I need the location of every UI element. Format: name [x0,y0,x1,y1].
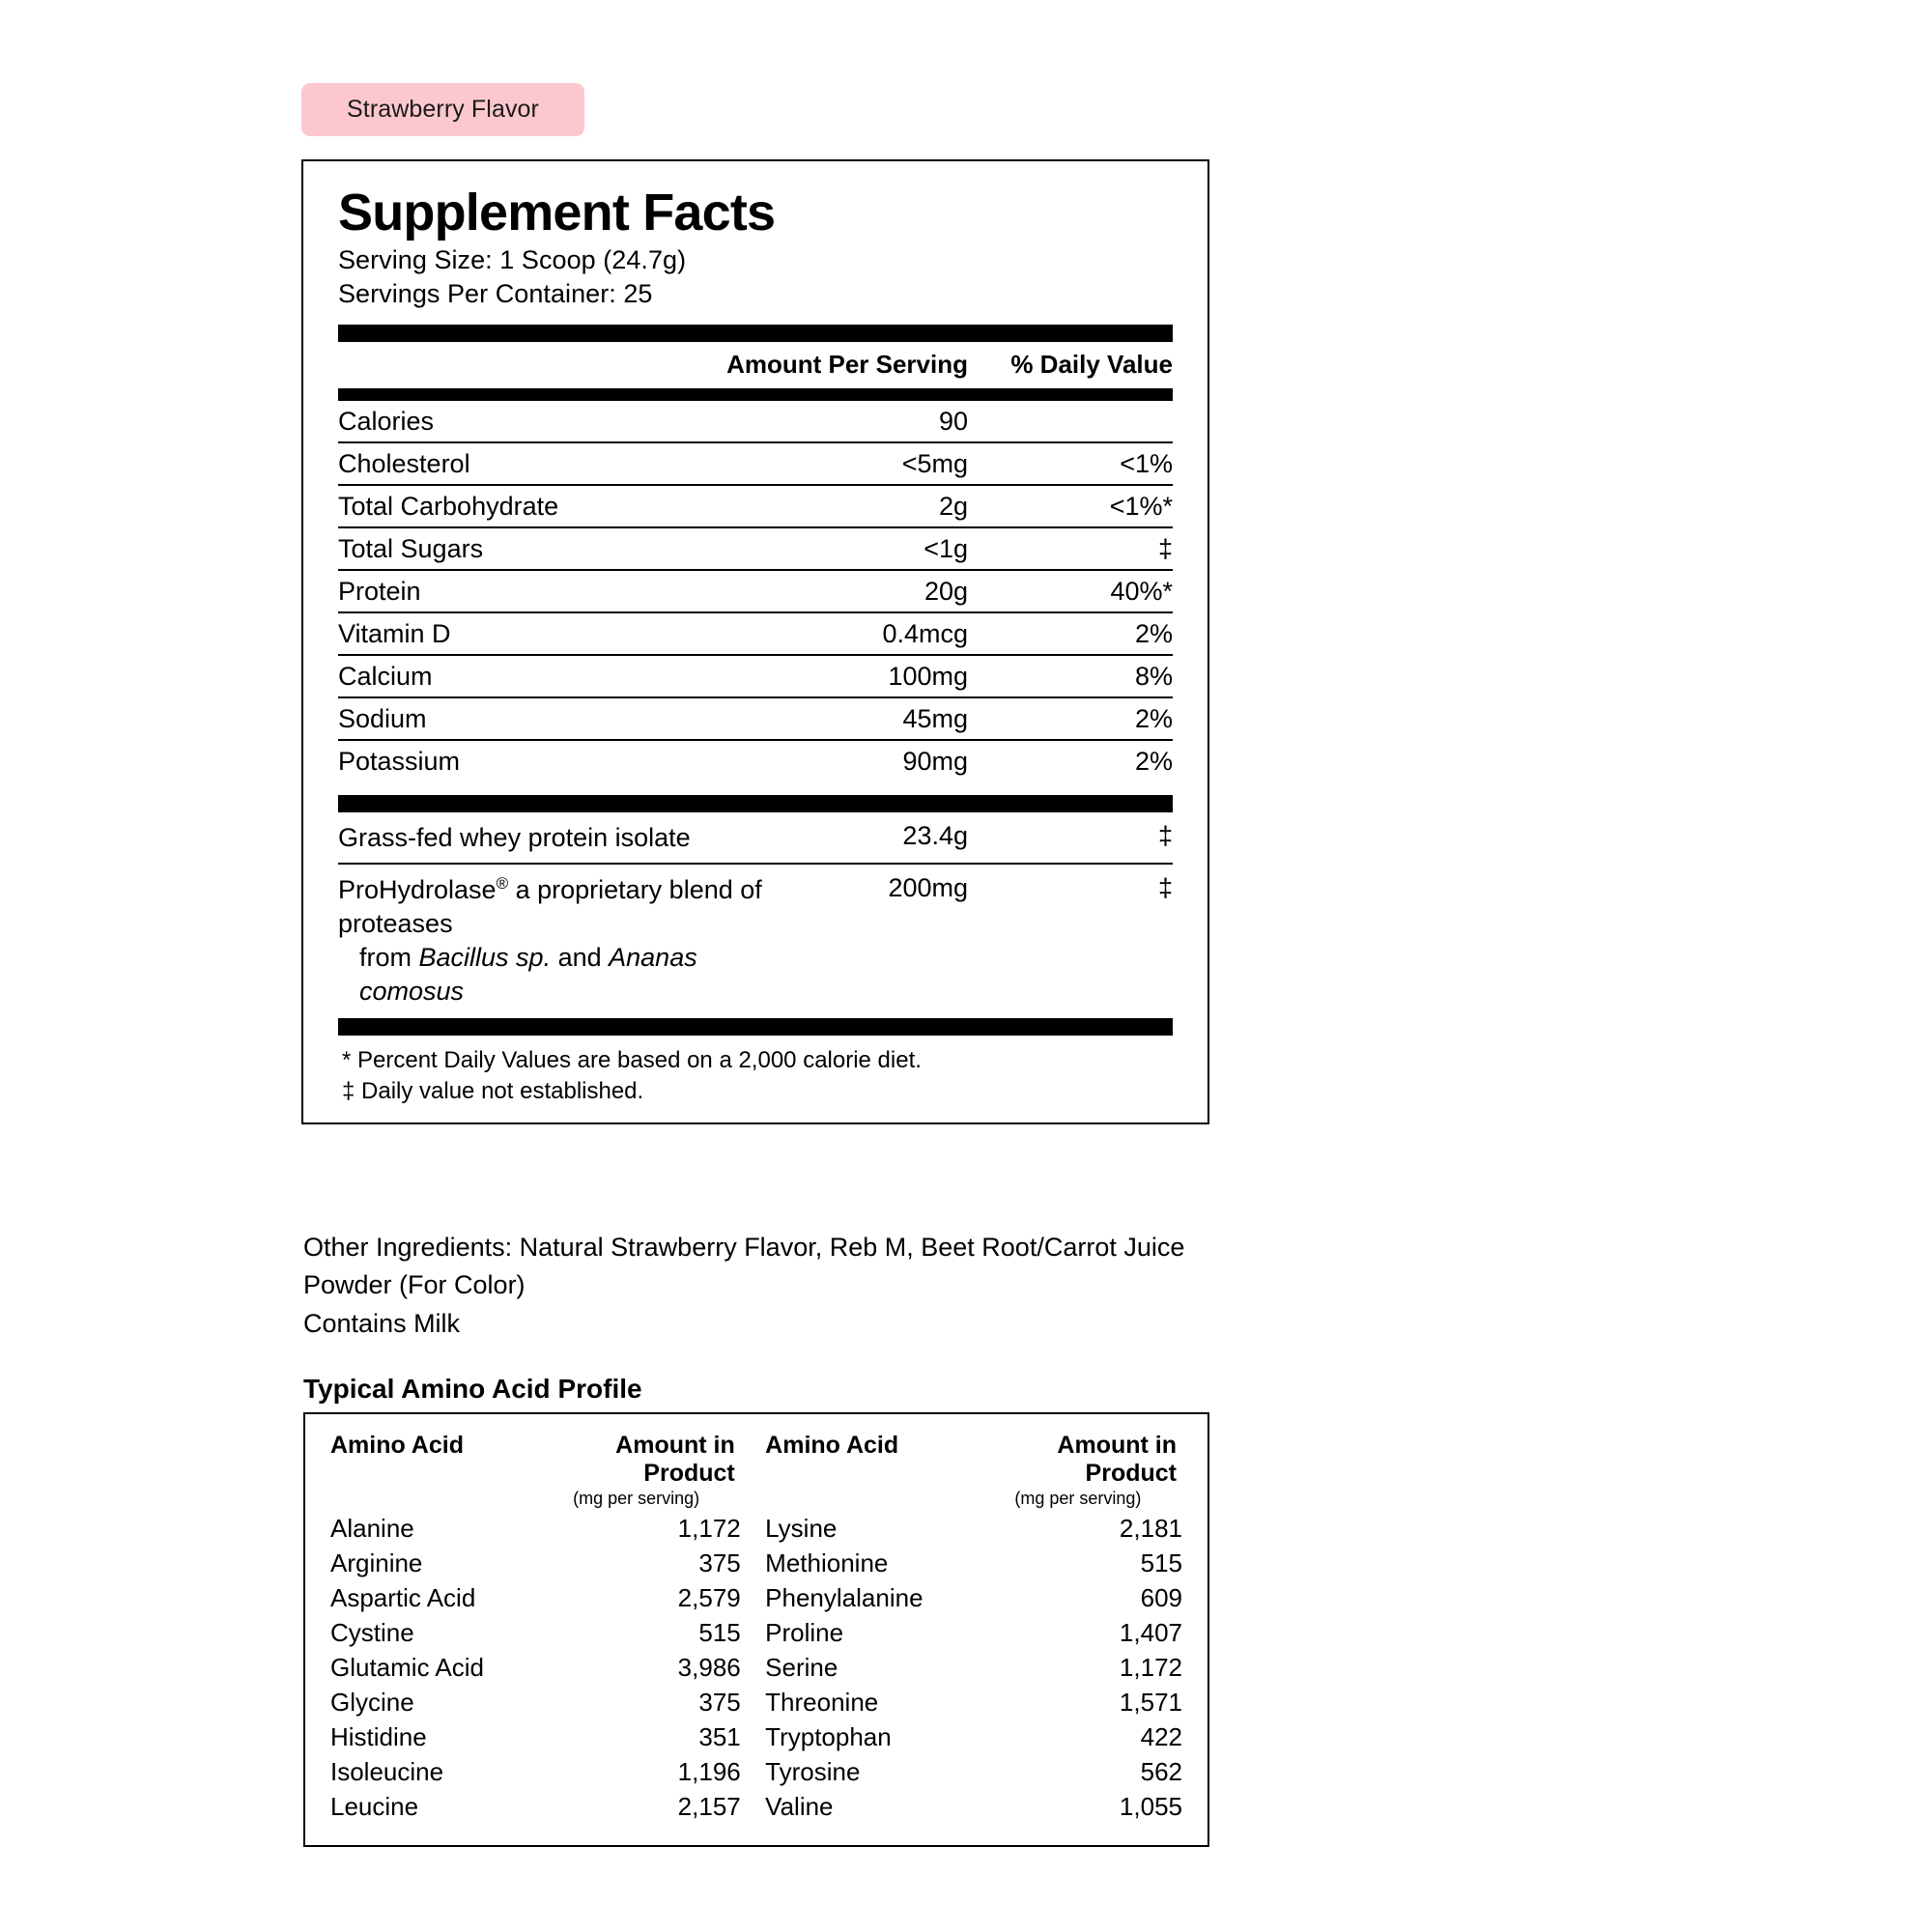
other-ingredients [303,1229,1385,1343]
prohydrolase-desc: a proprietary blend of proteases [338,874,762,938]
other-ingredients-line-1: Other Ingredients: Natural Strawberry Flavor, Reb M, Beet Root/Carrot Juice [303,1233,1185,1262]
amino-acid-name: Cystine [330,1617,414,1647]
proprietary-blend-table [338,812,1173,1016]
table-row [330,1650,1182,1685]
source-species-1: Bacillus sp. [418,943,552,973]
column-gap [741,1650,765,1685]
amino-acid-header-name-right: Amino Acid [765,1432,899,1459]
nutrient-amount: <5mg [678,442,968,485]
supplement-facts-title: Supplement Facts [338,184,776,242]
amino-acid-name: Serine [765,1652,838,1682]
divider-bar-blend [338,795,1173,812]
amount-label: Amount in Product [1057,1432,1177,1487]
other-ingredients-line-2: Powder (For Color) [303,1270,526,1300]
amino-acid-amount: 422 [1140,1721,1182,1751]
amount-unit-label: (mg per serving) [1014,1489,1142,1508]
table-row [330,1546,1182,1580]
daily-value-header: % Daily Value [1010,349,1173,379]
amino-acid-header-amount-left [537,1432,740,1511]
column-gap [741,1615,765,1650]
amino-acid-name: Tyrosine [765,1756,861,1786]
amino-acid-name: Glycine [330,1687,414,1717]
amino-acid-name: Leucine [330,1791,419,1821]
column-gap [741,1546,765,1580]
nutrient-daily-value: <1%* [968,485,1173,527]
nutrient-amount: 20g [678,570,968,612]
footnote-not-established: ‡ Daily value not established. [342,1078,644,1105]
source-conjunction: and [551,943,610,973]
nutrient-name: Calories [338,401,678,442]
nutrient-name: Calcium [338,655,678,697]
table-row [338,864,1173,1016]
nutrient-amount: 45mg [678,697,968,740]
amount-unit-label: (mg per serving) [573,1489,700,1508]
nutrient-amount: 100mg [678,655,968,697]
divider-bar-header [338,388,1173,401]
nutrient-daily-value: 8% [968,655,1173,697]
column-gap [741,1432,765,1511]
amino-acid-amount: 3,986 [677,1652,741,1682]
amino-acid-amount: 1,196 [677,1756,741,1786]
allergen-statement: Contains Milk [303,1308,461,1338]
amino-acid-name: Valine [765,1791,834,1821]
nutrient-daily-value [968,401,1173,442]
table-row [338,812,1173,864]
nutrient-name: Vitamin D [338,612,678,655]
nutrient-name: Total Carbohydrate [338,485,678,527]
nutrient-name: Cholesterol [338,442,678,485]
table-row [338,570,1173,612]
nutrient-name: Total Sugars [338,527,678,570]
amino-acid-name: Arginine [330,1548,423,1577]
amino-acid-table [330,1432,1182,1824]
amino-acid-name: Proline [765,1617,844,1647]
nutrient-amount: 2g [678,485,968,527]
blend-item-name: Grass-fed whey protein isolate [338,812,775,864]
nutrient-daily-value: 2% [968,612,1173,655]
amino-acid-name: Histidine [330,1721,427,1751]
prohydrolase-name: ProHydrolase [338,874,497,904]
table-row [338,442,1173,485]
amino-acid-name: Threonine [765,1687,879,1717]
table-row [338,740,1173,781]
divider-bar-top [338,325,1173,342]
table-row [330,1511,1182,1546]
amino-acid-name: Alanine [330,1513,414,1543]
table-row [330,1719,1182,1754]
source-species-2: Ananas comosus [359,943,697,1007]
table-row [330,1789,1182,1824]
amino-acid-amount: 609 [1140,1582,1182,1612]
amino-acid-amount: 515 [1140,1548,1182,1577]
column-gap [741,1580,765,1615]
amino-acid-name: Phenylalanine [765,1582,923,1612]
amino-acid-amount: 2,181 [1119,1513,1182,1543]
supplement-facts-panel [301,159,1209,1124]
nutrient-daily-value: 40%* [968,570,1173,612]
amino-acid-amount: 375 [698,1548,741,1577]
nutrient-name: Potassium [338,746,461,776]
amino-acid-name: Methionine [765,1548,889,1577]
amino-acid-amount: 1,055 [1119,1791,1182,1821]
footnote-daily-value: * Percent Daily Values are based on a 2,000 calorie diet. [342,1047,922,1074]
table-row [338,527,1173,570]
nutrition-table [338,401,1173,781]
nutrient-name: Protein [338,570,678,612]
amino-acid-header-name-left: Amino Acid [330,1432,464,1459]
prohydrolase-source-line [338,941,775,1009]
amino-acid-amount: 2,579 [677,1582,741,1612]
blend-item-amount: 200mg [888,872,968,902]
nutrient-amount: <1g [678,527,968,570]
nutrient-name: Sodium [338,697,678,740]
blend-item-name [338,864,775,1016]
footnotes [338,1036,1173,1107]
nutrient-daily-value: ‡ [968,527,1173,570]
blend-item-dv: ‡ [968,812,1173,864]
table-row [330,1754,1182,1789]
amino-acid-amount: 1,571 [1119,1687,1182,1717]
servings-per-container: Servings Per Container: 25 [338,278,653,308]
flavor-badge [301,83,584,136]
blend-item-amount: 23.4g [775,812,968,864]
amount-per-serving-header: Amount Per Serving [726,349,968,379]
serving-size: Serving Size: 1 Scoop (24.7g) [338,244,687,274]
column-gap [741,1511,765,1546]
nutrient-daily-value: 2% [968,697,1173,740]
table-header-row [338,342,1173,388]
column-gap [741,1789,765,1824]
amino-acid-amount: 1,172 [677,1513,741,1543]
amino-acid-amount: 375 [698,1687,741,1717]
amino-acid-amount: 562 [1140,1756,1182,1786]
nutrient-daily-value: 2% [1134,746,1173,776]
column-gap [741,1719,765,1754]
amino-acid-amount: 351 [698,1721,741,1751]
amino-acid-name: Tryptophan [765,1721,892,1751]
amino-acid-amount: 1,407 [1119,1617,1182,1647]
source-prefix: from [359,943,419,973]
amino-acid-name: Glutamic Acid [330,1652,484,1682]
table-row [338,401,1173,442]
amino-acid-name: Aspartic Acid [330,1582,476,1612]
amino-acid-name: Lysine [765,1513,838,1543]
nutrient-amount: 90 [678,401,968,442]
amino-acid-amount: 1,172 [1119,1652,1182,1682]
amino-acid-header-amount-right [980,1432,1182,1511]
table-row [338,612,1173,655]
amino-acid-name: Isoleucine [330,1756,444,1786]
amino-acid-profile-panel [303,1412,1209,1847]
amino-acid-profile-heading: Typical Amino Acid Profile [303,1374,642,1404]
registered-trademark-icon: ® [496,873,509,893]
table-row [330,1580,1182,1615]
table-row [338,697,1173,740]
table-row [330,1685,1182,1719]
nutrient-daily-value: <1% [968,442,1173,485]
column-gap [741,1754,765,1789]
amino-acid-amount: 515 [698,1617,741,1647]
column-gap [741,1685,765,1719]
table-row [338,655,1173,697]
flavor-badge-label: Strawberry Flavor [347,96,539,123]
blend-item-dv: ‡ [1157,872,1173,902]
table-row [338,485,1173,527]
divider-bar-bottom [338,1018,1173,1036]
nutrient-amount: 0.4mcg [678,612,968,655]
amino-acid-amount: 2,157 [677,1791,741,1821]
table-row [330,1615,1182,1650]
amount-label: Amount in Product [615,1432,735,1487]
amino-acid-header-row [330,1432,1182,1511]
nutrient-amount: 90mg [902,746,968,776]
